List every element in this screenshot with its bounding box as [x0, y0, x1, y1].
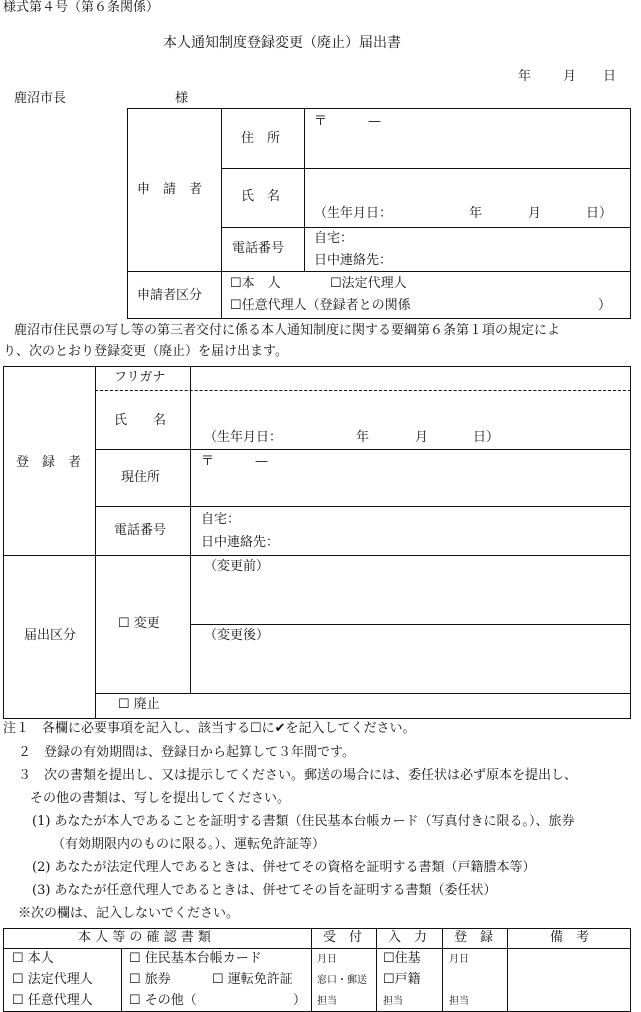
- office-use-note: ※次の欄は、記入しないでください。: [18, 906, 240, 921]
- change-checkbox[interactable]: ☐ 変更: [118, 616, 160, 631]
- registrant-birth-prefix: （生年月日：: [204, 430, 283, 445]
- input-staff: 担当: [383, 996, 403, 1007]
- office-self-checkbox[interactable]: ☐ 本人: [12, 951, 54, 966]
- office-juki-card-checkbox[interactable]: ☐ 住民基本台帳カード: [129, 951, 262, 966]
- applicant-name-label: 氏 名: [241, 189, 281, 204]
- page-title: 本人通知制度登録変更（廃止）届出書: [163, 35, 401, 51]
- applicant-address-label: 住 所: [241, 131, 281, 146]
- receive-method: 窓口・郵送: [317, 975, 367, 986]
- registrant-furigana-label: フリガナ: [114, 370, 166, 385]
- note-3-3: (3) あなたが任意代理人であるときは、併せてその旨を証明する書類（委任状）: [32, 883, 497, 898]
- office-other-close: ）: [293, 993, 307, 1008]
- applicant-postal-dash[interactable]: —: [368, 114, 381, 129]
- note-3-cont: その他の書類は、写しを提出してください。: [30, 791, 291, 806]
- note-2: ２ 登録の有効期間は、登録日から起算して３年間です。: [18, 745, 355, 760]
- applicant-birth-month: 月: [528, 206, 542, 221]
- addressee-name: 鹿沼市長: [14, 91, 67, 106]
- registrant-address-label: 現住所: [121, 470, 161, 485]
- applicant-birth-day: 日）: [586, 206, 613, 221]
- applicant-birth-prefix: （生年月日：: [314, 206, 393, 221]
- office-license-checkbox[interactable]: ☐ 運転免許証: [212, 972, 293, 987]
- date-year: 年: [518, 69, 532, 84]
- abolish-checkbox[interactable]: ☐ 廃止: [118, 697, 160, 712]
- registrant-birth-year: 年: [356, 430, 370, 445]
- input-koseki-checkbox[interactable]: ☐戸籍: [383, 972, 421, 987]
- registrant-phone-home[interactable]: 自宅：: [201, 512, 241, 527]
- office-voluntary-checkbox[interactable]: ☐ 任意代理人: [12, 993, 93, 1008]
- applicant-header: 申 請 者: [137, 182, 203, 197]
- statement-line-2: り、次のとおり登録変更（廃止）を届け出ます。: [3, 344, 288, 359]
- form-number: 様式第４号（第６条関係）: [3, 0, 160, 15]
- register-staff: 担当: [449, 996, 469, 1007]
- office-other-checkbox[interactable]: ☐ その他（: [129, 993, 197, 1008]
- office-col-input: 入 力: [388, 930, 428, 945]
- applicant-phone-day[interactable]: 日中連絡先：: [314, 253, 393, 268]
- option-voluntary-checkbox[interactable]: ☐任意代理人（登録者との関係: [230, 298, 411, 313]
- applicant-postal-mark: 〒: [314, 114, 328, 129]
- note-3-1-cont: （有効期限内のものに限る。）、運転免許証等）: [52, 837, 326, 852]
- after-label: （変更後）: [204, 628, 270, 643]
- applicant-birth-year: 年: [469, 206, 483, 221]
- registrant-birth-day: 日）: [473, 430, 500, 445]
- date-day: 日: [603, 69, 617, 84]
- office-col-confirm: 本 人 等 の 確 認 書 類: [78, 930, 211, 945]
- office-col-receive: 受 付: [323, 930, 363, 945]
- office-legal-checkbox[interactable]: ☐ 法定代理人: [12, 972, 93, 987]
- addressee-honorific: 様: [175, 91, 189, 106]
- registrant-phone-day[interactable]: 日中連絡先：: [201, 535, 280, 550]
- register-date: 月日: [449, 954, 469, 965]
- notification-header: 届出区分: [24, 628, 77, 643]
- office-col-register: 登 録: [454, 930, 494, 945]
- registrant-name-label: 氏 名: [114, 413, 167, 428]
- option-legal-checkbox[interactable]: ☐法定代理人: [330, 276, 407, 291]
- date-month: 月: [563, 69, 577, 84]
- note-3-1: (1) あなたが本人であることを証明する書類（住民基本台帳カード（写真付きに限る。）、旅券: [32, 814, 575, 829]
- receive-date: 月日: [317, 954, 337, 965]
- registrant-header: 登 録 者: [16, 455, 82, 470]
- option-self-checkbox[interactable]: ☐本 人: [230, 276, 281, 291]
- note-3-2: (2) あなたが法定代理人であるときは、併せてその資格を証明する書類（戸籍謄本等）: [32, 860, 536, 875]
- note-1: 注１ 各欄に必要事項を記入し、該当する☐に✔を記入してください。: [3, 721, 416, 736]
- receive-staff: 担当: [317, 996, 337, 1007]
- office-passport-checkbox[interactable]: ☐ 旅券: [129, 972, 171, 987]
- applicant-phone-home[interactable]: 自宅：: [314, 231, 354, 246]
- office-col-remarks: 備 考: [550, 930, 590, 945]
- statement-line-1: 鹿沼市住民票の写し等の第三者交付に係る本人通知制度に関する要綱第６条第１項の規定によ: [14, 323, 561, 338]
- applicant-category-label: 申請者区分: [137, 288, 203, 303]
- applicant-phone-label: 電話番号: [232, 241, 285, 256]
- option-voluntary-close: ）: [598, 298, 612, 313]
- before-label: （変更前）: [204, 559, 270, 574]
- registrant-postal-mark: 〒: [201, 454, 215, 469]
- input-juki-checkbox[interactable]: ☐住基: [383, 951, 421, 966]
- registrant-phone-label: 電話番号: [114, 523, 167, 538]
- note-3: ３ 次の書類を提出し、又は提示してください。郵送の場合には、委任状は必ず原本を提出し、: [18, 768, 578, 783]
- registrant-birth-month: 月: [415, 430, 429, 445]
- registrant-postal-dash[interactable]: —: [255, 454, 268, 469]
